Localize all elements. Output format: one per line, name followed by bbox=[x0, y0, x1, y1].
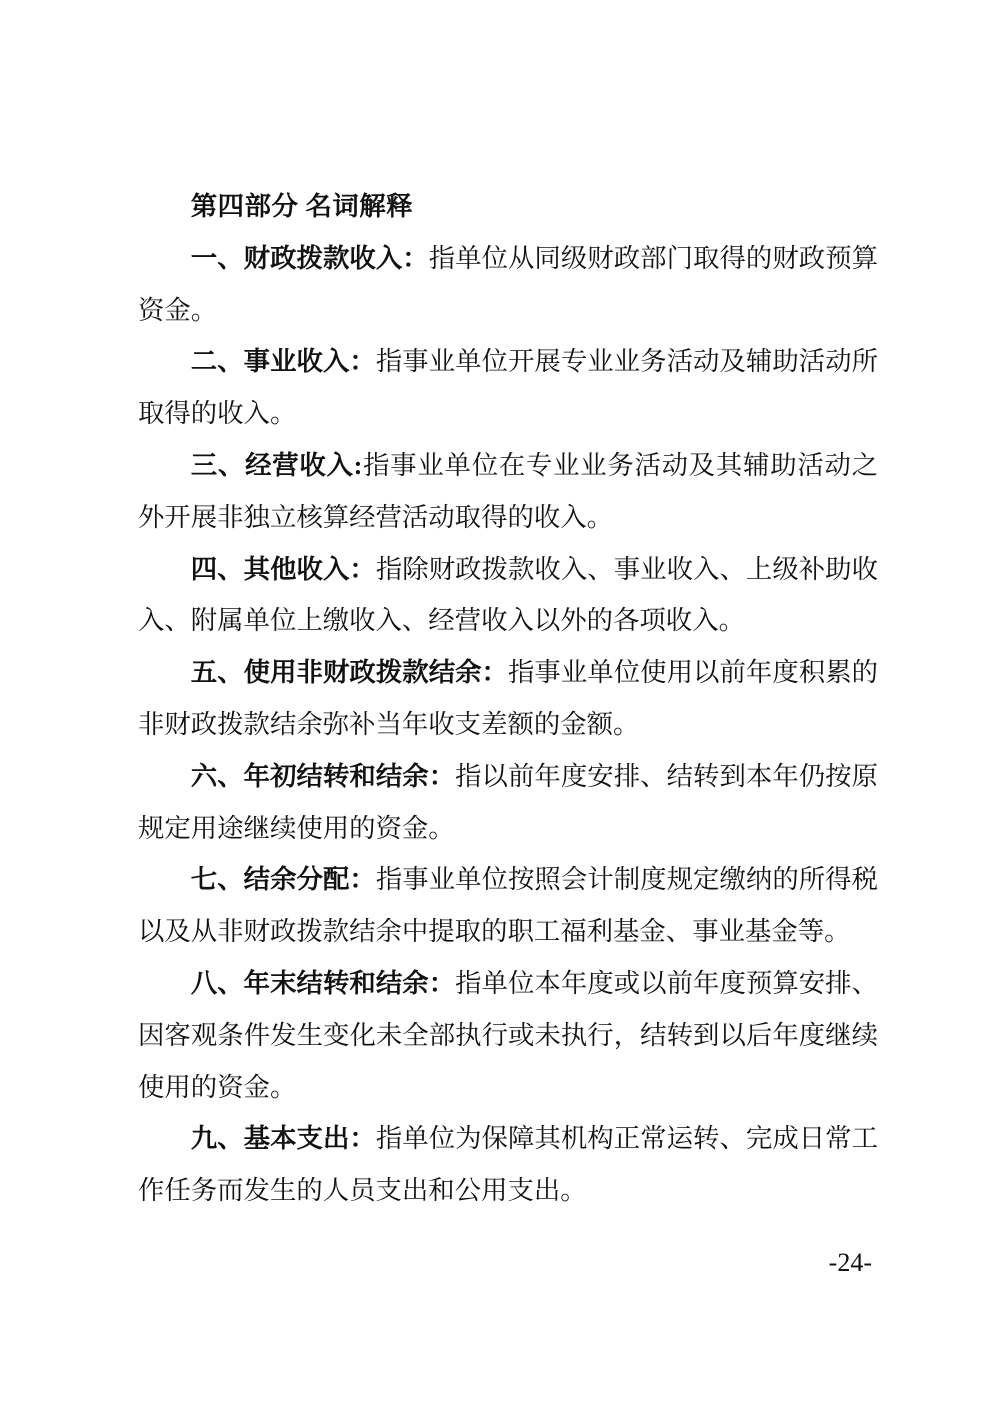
definition-term: 二、事业收入： bbox=[190, 346, 376, 377]
definition-text: 指单位为保障其机构正常运转、完成日常工作任务而发生的人员支出和公用支出。 bbox=[138, 1123, 879, 1206]
definition-text: 指事业单位在专业业务活动及其辅助活动之外开展非独立核算经营活动取得的收入。 bbox=[138, 449, 878, 532]
definition-term: 三、经营收入: bbox=[190, 449, 363, 480]
definition-item bbox=[138, 854, 878, 958]
definition-term: 六、年初结转和结余： bbox=[190, 760, 456, 791]
definition-text: 指以前年度安排、结转到本年仍按原规定用途继续使用的资金。 bbox=[138, 760, 879, 843]
definition-term: 一、财政拨款收入： bbox=[190, 242, 429, 273]
definition-term: 九、基本支出： bbox=[190, 1123, 376, 1154]
definition-term: 八、年末结转和结余： bbox=[190, 967, 456, 998]
definition-item bbox=[138, 544, 878, 648]
definition-text: 指事业单位按照会计制度规定缴纳的所得税以及从非财政拨款结余中提取的职工福利基金、事业基金等。 bbox=[138, 864, 879, 947]
definition-item bbox=[138, 336, 878, 440]
definition-text: 指事业单位开展专业业务活动及辅助活动所取得的收入。 bbox=[138, 346, 879, 429]
definition-item bbox=[138, 233, 878, 337]
definition-text: 指单位从同级财政部门取得的财政预算资金。 bbox=[138, 242, 879, 325]
definition-text: 指事业单位使用以前年度积累的非财政拨款结余弥补当年收支差额的金额。 bbox=[138, 657, 879, 739]
definition-term: 七、结余分配： bbox=[190, 864, 376, 895]
definition-text: 指单位本年度或以前年度预算安排、因客观条件发生变化未全部执行或未执行，结转到以后年度继续使用的资金。 bbox=[138, 967, 879, 1102]
definition-item bbox=[138, 958, 878, 1113]
definition-item bbox=[138, 440, 878, 544]
definition-item bbox=[138, 751, 878, 855]
definition-text: 指除财政拨款收入、事业收入、上级补助收入、附属单位上缴收入、经营收入以外的各项收入。 bbox=[138, 553, 879, 636]
definition-term: 五、使用非财政拨款结余： bbox=[190, 657, 508, 688]
page-number: -24- bbox=[828, 1248, 872, 1277]
section-title: 第四部分 名词解释 bbox=[190, 191, 414, 221]
definition-item bbox=[138, 1113, 878, 1217]
definition-term: 四、其他收入： bbox=[190, 553, 376, 584]
document-content bbox=[138, 181, 878, 1217]
definition-item bbox=[138, 647, 878, 751]
